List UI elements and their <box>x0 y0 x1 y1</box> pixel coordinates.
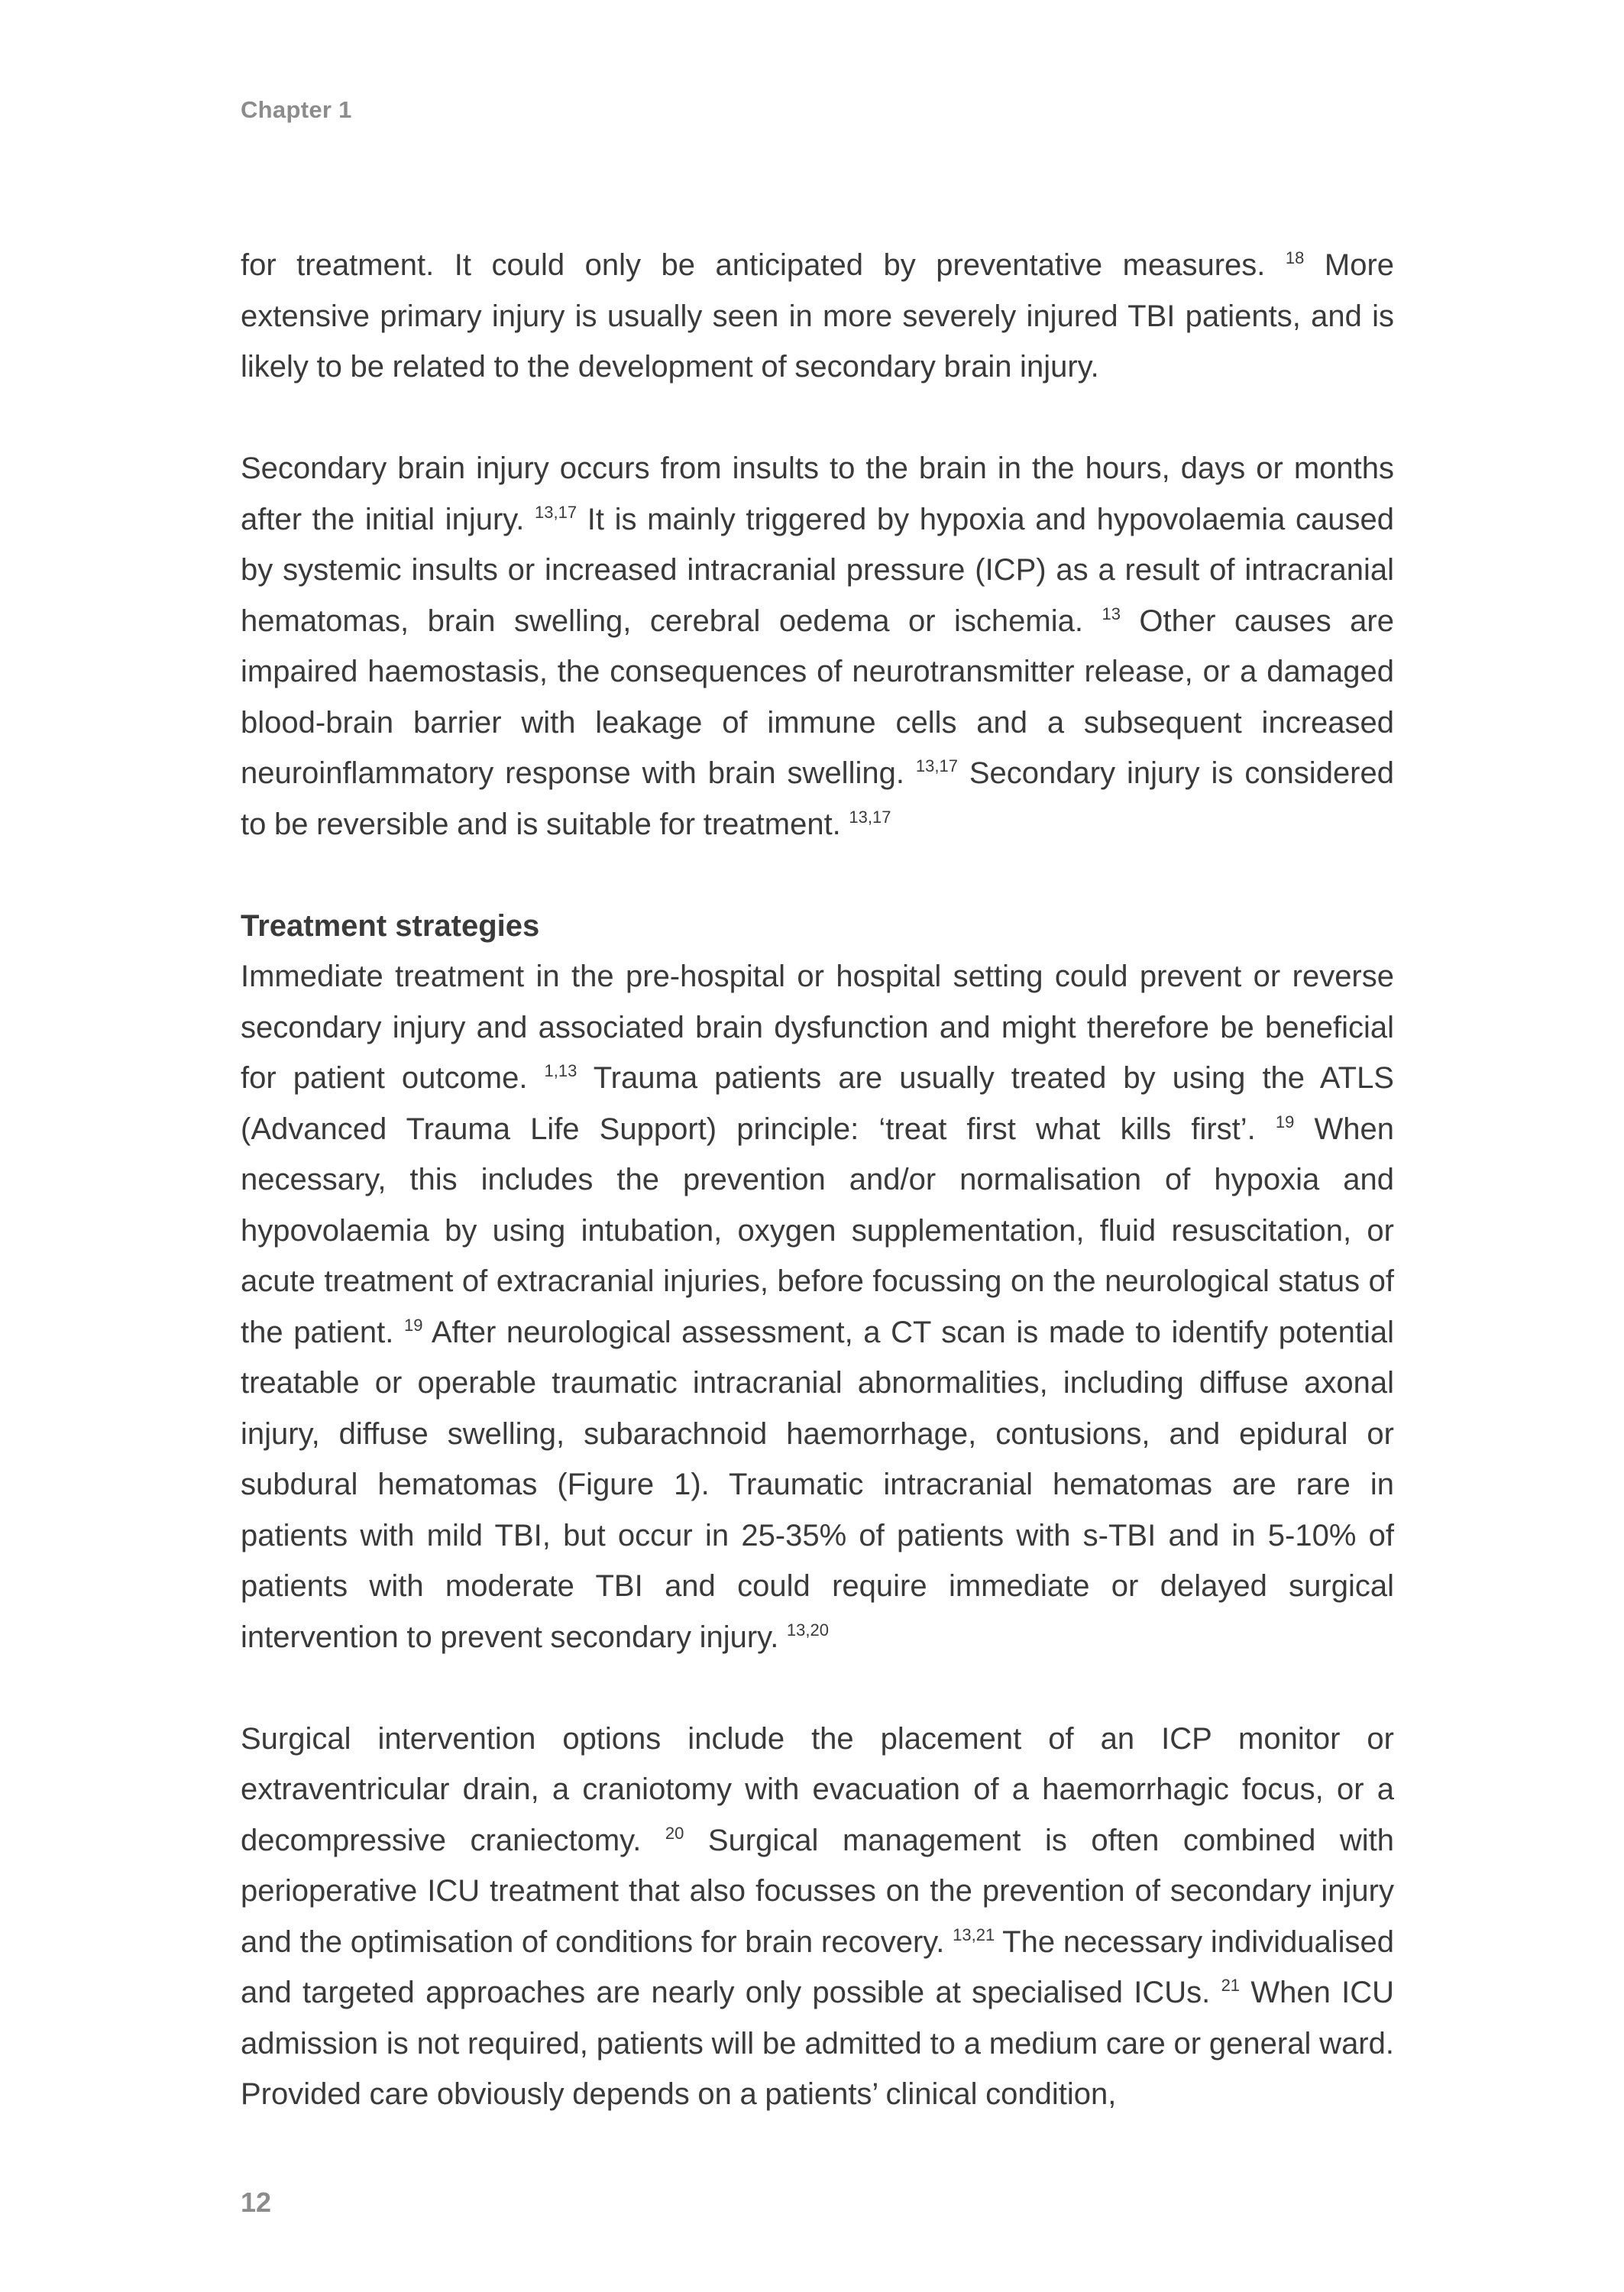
citation-superscript: 13,20 <box>786 1620 829 1640</box>
citation-superscript: 13,17 <box>849 807 891 827</box>
section-heading: Treatment strategies <box>241 908 540 943</box>
text-run: Trauma patients are usually treated by using the ATLS (Advanced Trauma Life Support) principle: ‘treat first what kills first’. <box>241 1061 1394 1146</box>
citation-superscript: 19 <box>1275 1112 1295 1131</box>
paragraph <box>241 951 1394 1662</box>
citation-superscript: 1,13 <box>544 1061 577 1080</box>
text-run: The necessary individualised and targeted approaches are nearly only possible at specialised ICUs. <box>241 1925 1394 2009</box>
text-run: Secondary injury is considered to be reversible and is suitable for treatment. <box>241 756 1394 841</box>
text-run: Surgical intervention options include the placement of an ICP monitor or extraventricular drain, a craniotomy with evacuation of a haemorrhagic focus, or a decompressive craniectomy. <box>241 1721 1394 1857</box>
citation-superscript: 13,17 <box>535 502 577 522</box>
citation-superscript: 18 <box>1285 248 1305 267</box>
body-text <box>241 240 1394 2120</box>
citation-superscript: 13,21 <box>953 1925 995 1944</box>
citation-superscript: 19 <box>403 1315 423 1335</box>
citation-superscript: 13,17 <box>915 756 958 775</box>
citation-superscript: 13 <box>1102 604 1121 623</box>
text-run: for treatment. It could only be anticipated by preventative measures. <box>241 248 1286 282</box>
citation-superscript: 20 <box>665 1823 684 1843</box>
text-run: Other causes are impaired haemostasis, the consequences of neurotransmitter release, or a damaged blood-brain barrier with leakage of immune cells and a subsequent increased neuroinflammatory response with brain swelling. <box>241 604 1394 790</box>
text-run: When ICU admission is not required, patients will be admitted to a medium care or general ward. Provided care obviously depends on a patients’ clinical condition, <box>241 1976 1394 2111</box>
text-run: It is mainly triggered by hypoxia and hypovolaemia caused by systemic insults or increased intracranial pressure (ICP) as a result of intracranial hematomas, brain swelling, cerebral oedema or ischemia. <box>241 502 1394 638</box>
running-head-chapter: Chapter 1 <box>241 96 352 123</box>
text-run: Secondary brain injury occurs from insults to the brain in the hours, days or months after the initial injury. <box>241 452 1394 536</box>
text-run: When necessary, this includes the prevention and/or normalisation of hypoxia and hypovolaemia by using intubation, oxygen supplementation, fluid resuscitation, or acute treatment of extracranial injuries, before focussing on the neurological status of the patient. <box>241 1112 1394 1349</box>
citation-superscript: 21 <box>1221 1976 1241 1995</box>
paragraph <box>241 240 1394 393</box>
text-run: Surgical management is often combined with perioperative ICU treatment that also focusses on the prevention of secondary injury and the optimisation of conditions for brain recovery. <box>241 1823 1394 1959</box>
text-run: After neurological assessment, a CT scan is made to identify potential treatable or operable traumatic intracranial abnormalities, including diffuse axonal injury, diffuse swelling, subarachnoid haemorrhage, contusions, and epidural or subdural hematomas (Figure 1). Traumatic intracranial hematomas are rare in patients with mild TBI, but occur in 25-35% of patients with s-TBI and in 5-10% of patients with moderate TBI and could require immediate or delayed surgical intervention to prevent secondary injury. <box>241 1315 1394 1654</box>
text-run: More extensive primary injury is usually seen in more severely injured TBI patients, and is likely to be related to the development of secondary brain injury. <box>241 248 1395 384</box>
paragraph <box>241 1714 1394 2120</box>
text-run: Immediate treatment in the pre-hospital or hospital setting could prevent or reverse secondary injury and associated brain dysfunction and might therefore be beneficial for patient outcome. <box>241 960 1394 1095</box>
paragraph <box>241 443 1394 850</box>
page-number: 12 <box>241 2187 272 2218</box>
